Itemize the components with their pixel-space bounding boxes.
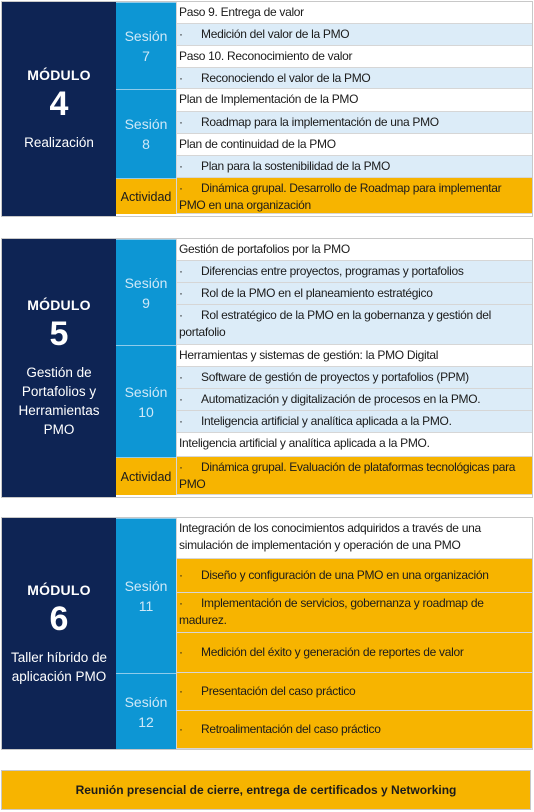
bullet-row: · Reconociendo el valor de la PMO [176, 68, 532, 89]
topic-row: Paso 9. Entrega de valor [176, 2, 532, 24]
module-label: MÓDULO [27, 297, 91, 313]
orange-row: · Diseño y configuración de una PMO en una organización [176, 559, 532, 593]
bullet-row: · Automatización y digitalización de procesos en la PMO. [176, 389, 532, 411]
session-7-label: Sesión 7 [116, 2, 176, 89]
module-6-block [1, 517, 533, 750]
bullet-row: · Rol de la PMO en el planeamiento estratégico [176, 283, 532, 305]
module-number: 5 [49, 315, 69, 353]
orange-row: · Implementación de servicios, gobernanza y roadmap de madurez. [176, 593, 532, 633]
orange-row: · Medición del éxito y generación de reportes de valor [176, 633, 532, 673]
module-name: Taller híbrido de aplicación PMO [10, 649, 108, 684]
closing-banner: Reunión presencial de cierre, entrega de certificados y Networking [1, 770, 531, 810]
orange-row: · Retroalimentación del caso práctico [176, 711, 532, 749]
session-9-label: Sesión 9 [116, 239, 176, 345]
activity-label: Actividad [116, 457, 176, 495]
session-8-label: Sesión 8 [116, 89, 176, 178]
bullet-row: · Rol estratégico de la PMO en la gobernanza y gestión del portafolio [176, 305, 532, 345]
topic-row: Plan de Implementación de la PMO [176, 89, 532, 112]
bullet-row: · Plan para la sostenibilidad de la PMO [176, 156, 532, 178]
activity-label: Actividad [116, 178, 176, 214]
activity-row: · Dinámica grupal. Desarrollo de Roadmap para implementar PMO en una organización [176, 178, 532, 214]
bullet-row: · Medición del valor de la PMO [176, 24, 532, 46]
module-4-header [2, 2, 116, 216]
topic-row: Plan de continuidad de la PMO [176, 134, 532, 156]
module-6-header [2, 518, 116, 749]
topic-row: Paso 10. Reconocimiento de valor [176, 46, 532, 68]
bullet-row: · Software de gestión de proyectos y portafolios (PPM) [176, 367, 532, 389]
bullet-row: · Diferencias entre proyectos, programas y portafolios [176, 261, 532, 283]
topic-row: Herramientas y sistemas de gestión: la PMO Digital [176, 345, 532, 367]
module-4-block [1, 1, 533, 217]
module-name: Gestión de Portafolios y Herramientas PMO [18, 365, 100, 437]
activity-row: · Dinámica grupal. Evaluación de plataformas tecnológicas para PMO [176, 457, 532, 495]
module-label: MÓDULO [27, 581, 91, 598]
module-5-block [1, 238, 533, 498]
bullet-row: · Roadmap para la implementación de una PMO [176, 112, 532, 134]
topic-row: Integración de los conocimientos adquiridos a través de una simulación de implementación y operación de una PMO [176, 518, 532, 559]
topic-row: Inteligencia artificial y analítica aplicada a la PMO. [176, 433, 532, 457]
module-number: 6 [49, 599, 69, 638]
module-number: 4 [49, 84, 69, 123]
session-10-label: Sesión 10 [116, 345, 176, 457]
module-label: MÓDULO [27, 66, 91, 83]
bullet-row: · Inteligencia artificial y analítica aplicada a la PMO. [176, 411, 532, 433]
session-11-label: Sesión 11 [116, 518, 176, 673]
topic-row: Gestión de portafolios por la PMO [176, 239, 532, 261]
module-name: Realización [24, 134, 94, 150]
session-12-label: Sesión 12 [116, 673, 176, 749]
orange-row: · Presentación del caso práctico [176, 673, 532, 711]
module-5-header [2, 239, 116, 497]
